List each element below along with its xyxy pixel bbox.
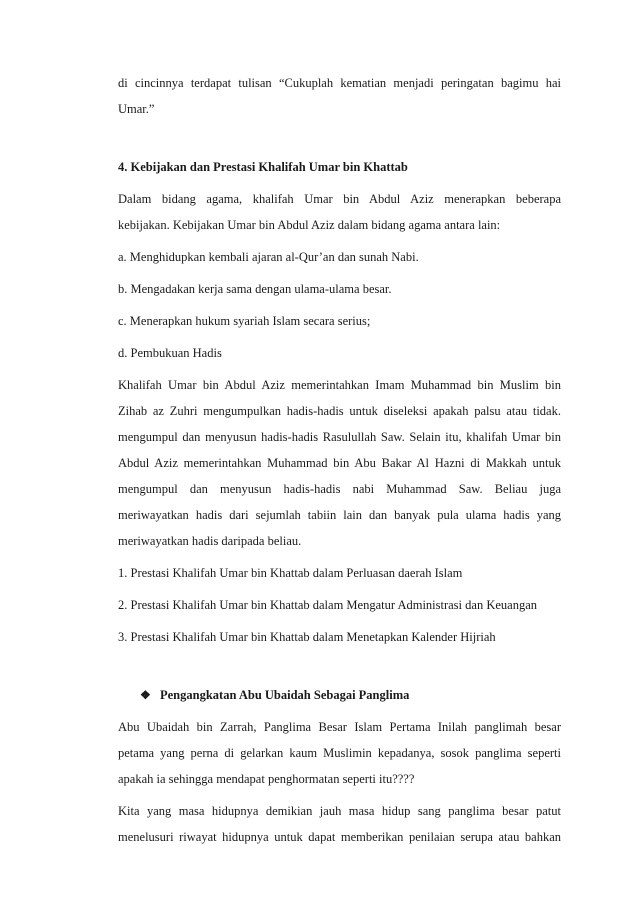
list-item-d: d. Pembukuan Hadis — [118, 346, 222, 360]
spacer — [118, 650, 561, 682]
section-4-para2-line2: Zihab az Zuhri mengumpulkan hadis-hadis untuk diseleksi apakah palsu atau tidak. — [118, 404, 561, 418]
list-item-b: b. Mengadakan kerja sama dengan ulama-ulama besar. — [118, 282, 392, 296]
abu-ubaidah-para1-line1: Abu Ubaidah bin Zarrah, Panglima Besar Islam Pertama Inilah panglimah besar — [118, 720, 561, 734]
section-4-para2-line7: meriwayatkan hadis daripada beliau. — [118, 534, 302, 548]
section-4-para2-line6: meriwayatkan hadis dari sejumlah tabiin lain dan banyak pula ulama hadis yang — [118, 508, 561, 522]
intro-line-2: Umar.” — [118, 102, 155, 116]
abu-ubaidah-para2-line2: menelusuri riwayat hidupnya untuk dapat memberikan penilaian serupa atau bahkan — [118, 830, 561, 844]
abu-ubaidah-para1-line2: petama yang perna di gelarkan kaum Muslimin kepadanya, sosok panglima seperti — [118, 746, 561, 760]
prestasi-item-1: 1. Prestasi Khalifah Umar bin Khattab dalam Perluasan daerah Islam — [118, 566, 463, 580]
prestasi-item-3: 3. Prestasi Khalifah Umar bin Khattab dalam Menetapkan Kalender Hijriah — [118, 630, 496, 644]
abu-ubaidah-para1-line3: apakah ia sehingga mendapat penghormatan seperti itu???? — [118, 772, 415, 786]
section-4-para2-line5: mengumpul dan menyusun hadis-hadis nabi Muhammad Saw. Beliau juga — [118, 482, 561, 496]
section-4-para1-line2: kebijakan. Kebijakan Umar bin Abdul Aziz dalam bidang agama antara lain: — [118, 218, 501, 232]
spacer — [118, 122, 561, 154]
abu-ubaidah-heading: Pengangkatan Abu Ubaidah Sebagai Panglima — [160, 688, 410, 702]
document-page — [118, 70, 561, 850]
section-4-para2-line4: Abdul Aziz memerintahkan Muhammad bin Abu Bakar Al Hazni di Makkah untuk — [118, 456, 561, 470]
diamond-bullet-icon: ❖ — [140, 688, 151, 702]
section-4-heading: 4. Kebijakan dan Prestasi Khalifah Umar bin Khattab — [118, 160, 408, 174]
list-item-c: c. Menerapkan hukum syariah Islam secara serius; — [118, 314, 371, 328]
prestasi-item-2: 2. Prestasi Khalifah Umar bin Khattab dalam Mengatur Administrasi dan Keuangan — [118, 598, 537, 612]
section-4-para2-line1: Khalifah Umar bin Abdul Aziz memerintahkan Imam Muhammad bin Muslim bin — [118, 378, 561, 392]
list-item-a: a. Menghidupkan kembali ajaran al-Qur’an dan sunah Nabi. — [118, 250, 419, 264]
section-4-para1-line1: Dalam bidang agama, khalifah Umar bin Abdul Aziz menerapkan beberapa — [118, 192, 561, 206]
abu-ubaidah-para2-line1: Kita yang masa hidupnya demikian jauh masa hidup sang panglima besar patut — [118, 804, 561, 818]
section-4-para2-line3: mengumpul dan menyusun hadis-hadis Rasulullah Saw. Selain itu, khalifah Umar bin — [118, 430, 561, 444]
intro-line-1: di cincinnya terdapat tulisan “Cukuplah kematian menjadi peringatan bagimu hai — [118, 76, 561, 90]
abu-ubaidah-heading-row — [118, 682, 561, 708]
